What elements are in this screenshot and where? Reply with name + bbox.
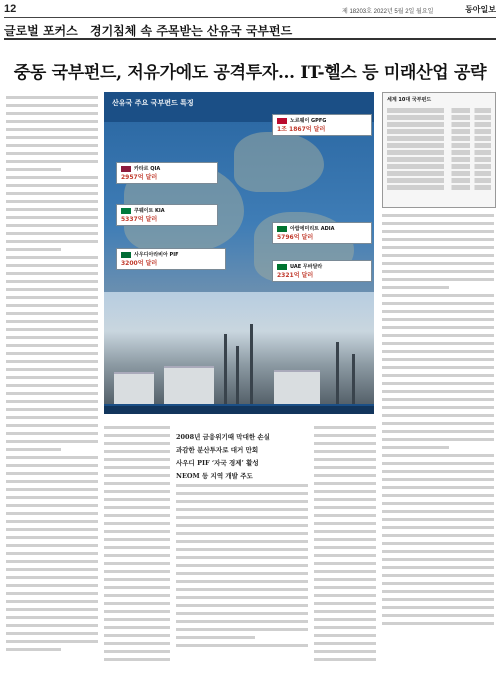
- refinery-tower: [352, 354, 355, 404]
- fund-label-saudi: 사우디아라비아 PIF 3200억 달러: [116, 248, 226, 270]
- photo-caption: [104, 406, 374, 414]
- kuwait-flag-icon: [121, 208, 131, 214]
- article-column-middle: [104, 426, 170, 666]
- saudi-flag-icon: [121, 252, 131, 258]
- pull-quote-line: NEOM 등 지역 개발 주도: [176, 472, 253, 480]
- fund-label-qatar: 카타르 QIA 2957억 달러: [116, 162, 218, 184]
- fund-label-kuwait: 쿠웨이트 KIA 5337억 달러: [116, 204, 218, 226]
- pull-quote-line: 사우디 PIF ‘자국 경제’ 활성: [176, 459, 259, 467]
- fund-label-uae-mubadala: UAE 무바달라 2321억 달러: [272, 260, 372, 282]
- headline: 중동 국부펀드, 저유가에도 공격투자… IT-헬스 등 미래산업 공략: [13, 63, 487, 83]
- uae-flag-icon: [277, 226, 287, 232]
- infographic-title: 산유국 주요 국부펀드 특징: [112, 99, 194, 107]
- refinery-photo: [104, 292, 374, 404]
- article-column-lower-right: [314, 426, 376, 666]
- refinery-tower: [236, 346, 239, 404]
- fund-label-norway: 노르웨이 GPFG 1조 1867억 달러: [272, 114, 372, 136]
- table-title: 세계 10대 국부펀드: [387, 97, 432, 103]
- storage-tank: [114, 372, 154, 404]
- sovereign-fund-infographic: [104, 92, 374, 414]
- article-column-left: [6, 96, 98, 656]
- section-label: 글로벌 포커스: [4, 24, 78, 38]
- fund-label-uae-adia: 아랍에미리트 ADIA 5796억 달러: [272, 222, 372, 244]
- storage-tank: [274, 370, 320, 404]
- masthead: [4, 3, 496, 18]
- date-line: 제 18203호 2022년 5월 2일 월요일: [342, 9, 434, 15]
- article-column-center-bottom: [176, 484, 308, 652]
- uae-flag-icon: [277, 264, 287, 270]
- section-topic: 경기침체 속 주목받는 산유국 국부펀드: [90, 24, 293, 38]
- paper-name: 동아일보: [465, 5, 496, 14]
- section-header: [4, 20, 496, 40]
- pull-quote-line: 과감한 분산투자로 대거 만회: [176, 446, 259, 454]
- land-mass: [234, 132, 324, 192]
- pull-quote-line: 2008년 금융위기때 막대한 손실: [176, 433, 270, 441]
- page-number: 12: [4, 3, 17, 15]
- storage-tank: [164, 366, 214, 404]
- refinery-tower: [250, 324, 253, 404]
- article-column-right: [382, 214, 494, 630]
- refinery-tower: [224, 334, 227, 404]
- top-funds-table: [382, 92, 496, 208]
- norway-flag-icon: [277, 118, 287, 124]
- refinery-tower: [336, 342, 339, 404]
- pull-quote: [176, 432, 308, 484]
- qatar-flag-icon: [121, 166, 131, 172]
